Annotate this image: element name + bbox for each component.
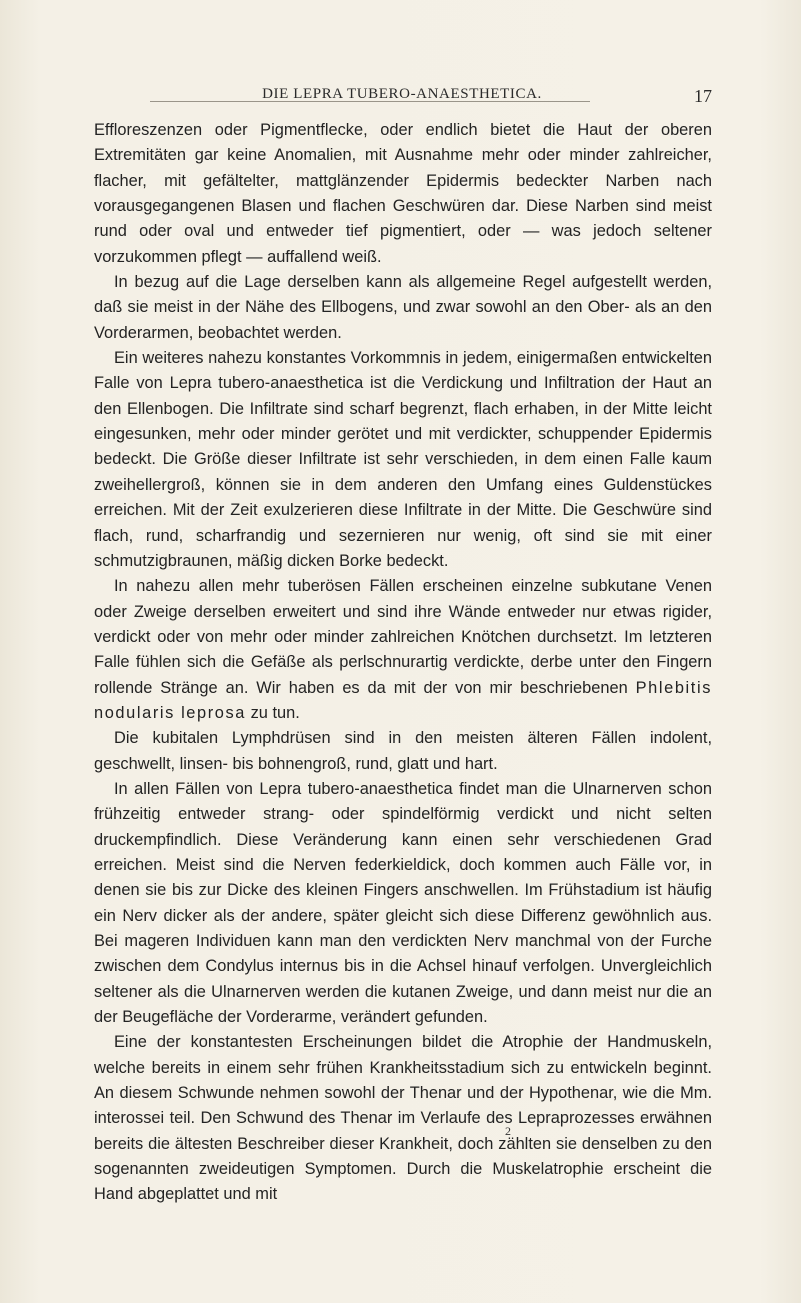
paragraph: In bezug auf die Lage derselben kann als allgemeine Regel aufgestellt werden, daß sie meist in der Nähe des Ellbogens, und zwar sowohl an den Ober- als an den Vorderarmen, beobachtet werden. <box>94 273 712 342</box>
paragraph: Eine der konstantesten Erscheinungen bildet die Atrophie der Handmuskeln, welche bereits in einem sehr frühen Krankheitsstadium sich zu entwickeln beginnt. An diesem Schwunde nehmen sowohl der Thenar und der Hypothenar, wie die Mm. interossei teil. Den Schwund des Thenar im Verlaufe des Lepraprozesses erwähnen bereits die ältesten Beschreiber dieser Krankheit, doch zählten sie denselben zu den sogenannten zweideutigen Symptomen. Durch die Muskelatrophie erscheint die Hand abgeplattet und mit <box>94 1033 712 1204</box>
page-number: 17 <box>694 86 712 106</box>
paragraph: In allen Fällen von Lepra tubero-anaesthetica findet man die Ulnarnerven schon frühzeitig entweder strang- oder spindelförmig verdickt und nicht selten druckempfindlich. Diese Veränderung kann einen sehr verschiedenen Grad erreichen. Meist sind die Nerven federkieldick, doch kommen auch Fälle vor, in denen sie bis zur Dicke des kleinen Fingers anschwellen. Im Frühstadium ist häufig ein Nerv dicker als der andere, später gleicht sich diese Differenz gewöhnlich aus. Bei mageren Individuen kann man den verdickten Nerv manchmal von der Furche zwischen dem Condylus internus bis in die Achsel hinauf verfolgen. Unvergleichlich seltener als die Ulnarnerven werden die kutanen Zweige, und dann meist nur die an der Beugefläche der Vorderarme, verändert gefunden. <box>94 779 712 1027</box>
paragraph: Die kubitalen Lymphdrüsen sind in den meisten älteren Fällen indolent, geschwellt, linsen- bis bohnengroß, rund, glatt und hart. <box>94 729 712 773</box>
paragraph: Ein weiteres nahezu konstantes Vorkommnis in jedem, einigermaßen entwickelten Falle von Lepra tubero-anaesthetica ist die Verdickung und Infiltration der Haut an den Ellenbogen. Die Infiltrate sind scharf begrenzt, flach erhaben, in der Mitte leicht eingesunken, mehr oder minder gerötet und mit verdickter, schuppender Epidermis bedeckt. Die Größe dieser Infiltrate ist sehr verschieden, in dem einen Falle kaum zweihellergroß, können sie in dem anderen den Umfang eines Guldenstückes erreichen. Mit der Zeit exulzerieren diese Infiltrate in der Mitte. Die Geschwüre sind flach, rund, scharfrandig und sezernieren nur wenig, oft sind sie mit einer schmutzigbraunen, mäßig dicken Borke bedeckt. <box>94 349 712 570</box>
running-title: DIE LEPRA TUBERO-ANAESTHETICA. <box>262 86 542 102</box>
spaced-term: Phlebitis nodularis leprosa <box>94 678 712 722</box>
page-header <box>92 86 712 110</box>
signature-mark: 2 <box>505 1124 511 1138</box>
paragraph: Effloreszenzen oder Pigmentflecke, oder endlich bietet die Haut der oberen Extremitäten gar keine Anomalien, mit Ausnahme mehr oder minder zahlreicher, flacher, mit gefältelter, mattglänzender Epidermis bedeckter Narben nach vorausgegangenen Blasen und flachen Geschwüren dar. Diese Narben sind meist rund oder oval und entweder tief pigmentiert, oder — was jedoch seltener vorzukommen pflegt — auffallend weiß. <box>94 121 712 266</box>
paragraph-text: zu tun. <box>246 703 300 722</box>
body-text <box>94 118 712 1208</box>
header-rule <box>150 101 590 102</box>
paragraph-text: In nahezu allen mehr tuberösen Fällen erscheinen einzelne subkutane Venen oder Zweige derselben erweitert und sind ihre Wände entweder nur etwas rigider, verdickt oder von mehr oder minder zahlreichen Knötchen durchsetzt. Im letzteren Falle fühlen sich die Gefäße als perlschnurartig verdickte, derbe unter den Fingern rollende Stränge an. Wir haben es da mit der von mir beschriebenen <box>94 577 712 697</box>
paragraph <box>94 574 712 726</box>
